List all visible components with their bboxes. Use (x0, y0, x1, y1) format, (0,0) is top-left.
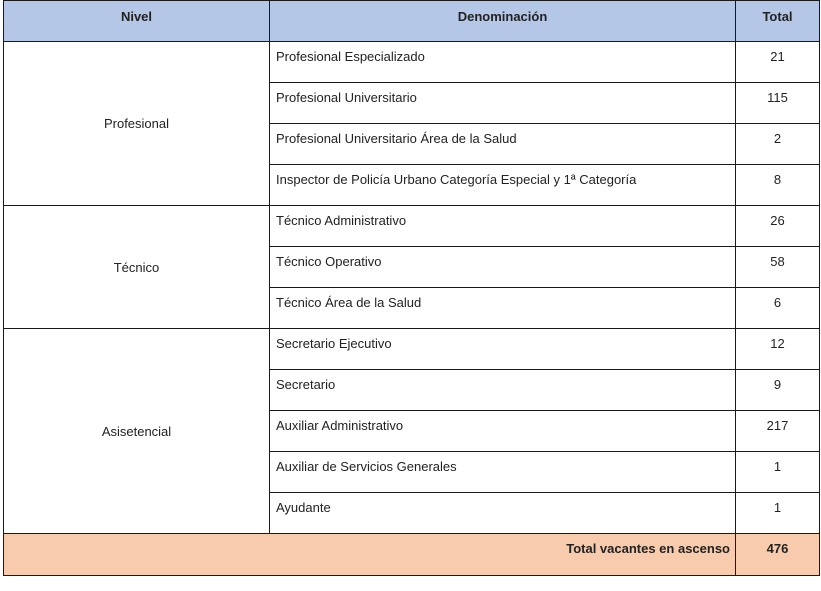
table-row (4, 42, 820, 83)
total-cell: 1 (736, 452, 820, 493)
total-cell: 1 (736, 493, 820, 534)
denominacion-cell: Profesional Universitario (270, 83, 736, 124)
denominacion-cell: Inspector de Policía Urbano Categoría Especial y 1ª Categoría (270, 165, 736, 206)
table-row (4, 329, 820, 370)
nivel-cell: Profesional (4, 42, 270, 206)
total-cell: 21 (736, 42, 820, 83)
denominacion-cell: Ayudante (270, 493, 736, 534)
footer-label: Total vacantes en ascenso (4, 534, 736, 576)
table-row (4, 206, 820, 247)
total-cell: 217 (736, 411, 820, 452)
header-total: Total (736, 1, 820, 42)
total-cell: 2 (736, 124, 820, 165)
total-cell: 12 (736, 329, 820, 370)
total-cell: 8 (736, 165, 820, 206)
footer-total: 476 (736, 534, 820, 576)
total-cell: 26 (736, 206, 820, 247)
denominacion-cell: Auxiliar Administrativo (270, 411, 736, 452)
denominacion-cell: Secretario (270, 370, 736, 411)
denominacion-cell: Auxiliar de Servicios Generales (270, 452, 736, 493)
footer-row (4, 534, 820, 576)
total-cell: 115 (736, 83, 820, 124)
denominacion-cell: Técnico Administrativo (270, 206, 736, 247)
denominacion-cell: Secretario Ejecutivo (270, 329, 736, 370)
nivel-cell: Técnico (4, 206, 270, 329)
nivel-cell: Asisetencial (4, 329, 270, 534)
total-cell: 58 (736, 247, 820, 288)
header-row (4, 1, 820, 42)
denominacion-cell: Profesional Universitario Área de la Salud (270, 124, 736, 165)
header-denominacion: Denominación (270, 1, 736, 42)
denominacion-cell: Técnico Operativo (270, 247, 736, 288)
vacancies-table (3, 0, 820, 576)
total-cell: 6 (736, 288, 820, 329)
denominacion-cell: Técnico Área de la Salud (270, 288, 736, 329)
total-cell: 9 (736, 370, 820, 411)
header-nivel: Nivel (4, 1, 270, 42)
denominacion-cell: Profesional Especializado (270, 42, 736, 83)
